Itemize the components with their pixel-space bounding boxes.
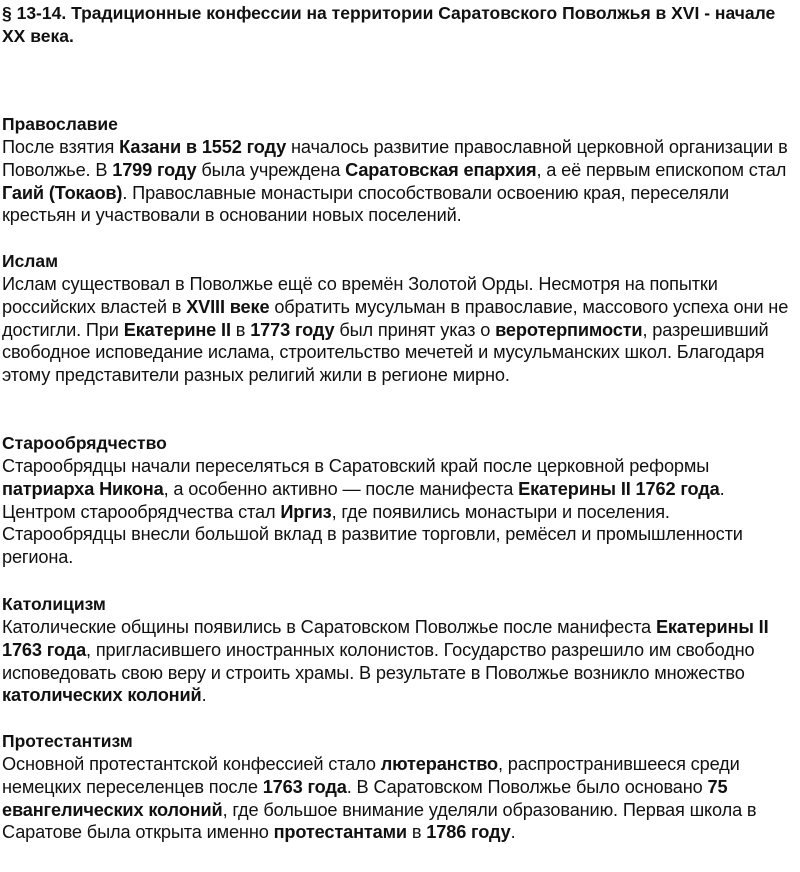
bold-text: Екатерины II 1763 года [2, 617, 769, 660]
text-run: Основной протестантской конфессией стало [2, 754, 381, 774]
bold-text: Казани в 1552 году [119, 137, 287, 157]
section-text [2, 455, 796, 569]
bold-text: 1799 году [112, 159, 197, 180]
text-run: После взятия [2, 137, 120, 157]
text-run: в [230, 319, 251, 340]
bold-text: 1773 году [250, 319, 335, 340]
section-text [2, 753, 796, 844]
text-run: , пригласившего иностранных колонистов. Государство разрешило им свободно исповедовать свою веру и строить храмы. В результате в Поволжье возникло множество [2, 639, 755, 683]
bold-text: веротерпимости [495, 319, 643, 340]
section-old-believers [2, 433, 796, 569]
section-heading: Ислам [2, 251, 59, 271]
text-run: Католические общины появились в Саратовском Поволжье после манифеста [2, 617, 656, 637]
text-run: , а её первым епископом стал [536, 159, 787, 180]
text-run: в [406, 822, 427, 843]
text-run: . Центром старообрядчества стал [2, 478, 725, 522]
bold-text: Саратовская епархия [345, 159, 537, 180]
section-heading: Католицизм [2, 594, 106, 614]
section-protestantism [2, 731, 796, 844]
section-heading: Протестантизм [2, 731, 133, 751]
bold-text: 1763 года [262, 776, 347, 797]
text-run: , где появились монастыри и поселения. Старообрядцы внесли большой вклад в развитие торговли, ремёсел и промышленности региона. [2, 501, 743, 568]
bold-text: лютеранство [380, 754, 498, 774]
text-run: , где большое внимание уделяли образованию. Первая школа в Саратове была открыта именно [2, 799, 757, 843]
section-heading: Старообрядчество [2, 433, 167, 453]
document-page [2, 2, 796, 48]
bold-text: XVIII веке [186, 296, 270, 317]
bold-text: Екатерине II [123, 319, 231, 340]
text-run: . [510, 822, 516, 843]
text-run: . Православные монастыри способствовали освоению края, переселяли крестьян и участвовали в основании новых поселений. [2, 182, 730, 226]
text-run: , а особенно активно — после манифеста [163, 478, 519, 499]
text-run: была учреждена [196, 159, 346, 180]
section-text [2, 136, 796, 227]
text-run: Старообрядцы начали переселяться в Саратовский край после церковной реформы [2, 456, 710, 476]
bold-text: 75 евангелических колоний [2, 776, 728, 820]
text-run: Ислам существовал в Поволжье ещё со времён Золотой Орды. Несмотря на попытки российских властей в [2, 274, 718, 317]
section-islam [2, 251, 796, 387]
section-catholicism [2, 594, 796, 707]
text-run: , распространившееся среди немецких переселенцев после [2, 754, 740, 797]
section-text [2, 616, 796, 707]
bold-text: Гаий (Токаов) [2, 182, 123, 203]
section-heading: Православие [2, 114, 118, 134]
page-title: § 13-14. Традиционные конфессии на территории Саратовского Поволжья в XVI - начале XX века. [2, 3, 776, 46]
text-run: . [201, 685, 207, 706]
text-run: был принят указ о [334, 319, 496, 340]
bold-text: патриарха Никона [2, 478, 164, 499]
bold-text: 1786 году [426, 822, 511, 843]
text-run: . В Саратовском Поволжье было основано [346, 776, 708, 797]
section-orthodoxy [2, 114, 796, 227]
bold-text: Екатерины II 1762 года [518, 478, 720, 499]
text-run: обратить мусульман в православие, массового успеха они не достигли. При [2, 296, 789, 340]
section-text [2, 273, 796, 387]
bold-text: протестантами [273, 822, 407, 843]
text-run: , разрешивший свободное исповедание ислама, строительство мечетей и мусульманских школ. Благодаря этому представители разных религий жили в регионе мирно. [2, 319, 769, 386]
bold-text: католических колоний [2, 685, 202, 706]
bold-text: Иргиз [280, 501, 332, 522]
text-run: началось развитие православной церковной организации в Поволжье. В [2, 137, 788, 180]
